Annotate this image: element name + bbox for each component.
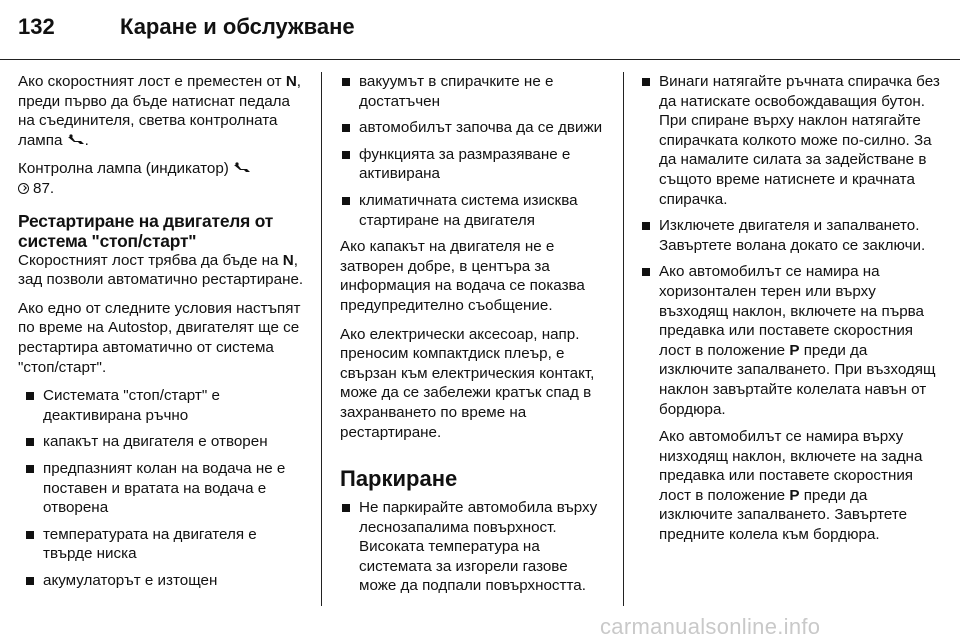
stop-start-lamp-icon: [67, 134, 85, 146]
list-item: [640, 262, 942, 544]
page-header: [0, 0, 960, 62]
list-item: Винаги натягайте ръчната спирачка без да натискате освобождаващия бутон. При спиране върху наклон натягайте спирачката колкото може по-силно. За да намалите силата за задействане в същото време натиснете и крачната спирачка.: [640, 72, 942, 209]
page-reference-icon: [18, 183, 29, 194]
page-number: 132: [18, 14, 55, 39]
list-item: автомобилът започва да се движи: [340, 118, 608, 138]
paragraph: Ако скоростният лост е преместен от N, преди първо да бъде натиснат педала на съединителя, светва контролната лампа .: [18, 73, 302, 149]
list-item: предпазният колан на водача не е поставен и вратата на водача е отворена: [18, 459, 310, 518]
column-divider: [321, 72, 322, 606]
column-1: [18, 72, 310, 597]
watermark: carmanualsonline.info: [600, 614, 821, 639]
column-3: [640, 72, 942, 552]
list-item: Системата "стоп/старт" е деактивирана ръчно: [18, 386, 310, 425]
list-item: акумулаторът е изтощен: [18, 571, 310, 591]
paragraph: Контролна лампа (индикатор) 87.: [18, 159, 310, 198]
bullet-icon: [642, 222, 650, 230]
paragraph: Ако едно от следните условия настъпят по време на Autostop, двигателят ще се рестартира автоматично от система "стоп/старт".: [18, 299, 301, 376]
paragraph: Скоростният лост трябва да бъде на N, зад позволи автоматично рестартиране.: [18, 251, 304, 289]
bullet-icon: [26, 438, 34, 446]
bullet-icon: [642, 78, 650, 86]
list-item-paragraph: Ако автомобилът се намира върху низходящ наклон, включете на задна предавка или поставете скоростния лост в положение P преди да изключите запалването. Завъртете предните колела към бордюра.: [659, 428, 923, 544]
bullet-icon: [26, 392, 34, 400]
section-heading: Рестартиране на двигателя от система "стоп/старт": [18, 210, 274, 251]
section-title: Паркиране: [340, 466, 458, 492]
column-divider: [623, 72, 624, 606]
page-reference[interactable]: 87.: [33, 179, 55, 197]
list-item: капакът на двигателя е отворен: [18, 432, 310, 452]
paragraph: Ако електрически аксесоар, напр. преносим компактдиск плеър, е свързан към електрическия контакт, може да се забележи кратък спад в захранването по време на рестартиране.: [340, 325, 595, 441]
list-item: функцията за размразяване е активирана: [340, 145, 608, 184]
bullet-icon: [342, 504, 350, 512]
column-2: [340, 72, 608, 603]
paragraph: Ако капакът на двигателя не е затворен добре, в центъра за информация на водача се показва предупредително съобщение.: [340, 238, 585, 314]
bullet-list: [18, 386, 310, 590]
bullet-list: [340, 498, 608, 596]
bullet-list: [340, 72, 608, 230]
list-item: Не паркирайте автомобила върху леснозапалима повърхност. Високата температура на системата за изгорели газове може да подпали повърхността.: [340, 498, 608, 596]
bullet-icon: [642, 268, 650, 276]
header-divider: [0, 59, 960, 60]
bullet-icon: [342, 78, 350, 86]
list-item: вакуумът в спирачките не е достатъчен: [340, 72, 608, 111]
list-item: Изключете двигателя и запалването. Завъртете волана докато се заключи.: [640, 216, 942, 255]
bullet-icon: [342, 151, 350, 159]
bullet-icon: [26, 465, 34, 473]
bullet-icon: [342, 124, 350, 132]
list-item-paragraph: Ако автомобилът се намира на хоризонтален терен или върху възходящ наклон, включете на първа предавка или поставете скоростния лост в положение P преди да изключите запалването. При възходящ наклон завъртайте колелата навън от бордюра.: [659, 263, 936, 418]
bullet-icon: [26, 577, 34, 585]
list-item: климатичната система изисква стартиране на двигателя: [340, 191, 608, 230]
page-title: Каране и обслужване: [120, 14, 355, 39]
stop-start-lamp-icon: [233, 162, 251, 174]
bullet-list: [640, 72, 942, 545]
bullet-icon: [342, 197, 350, 205]
list-item: температурата на двигателя е твърде ниска: [18, 525, 310, 564]
bullet-icon: [26, 531, 34, 539]
